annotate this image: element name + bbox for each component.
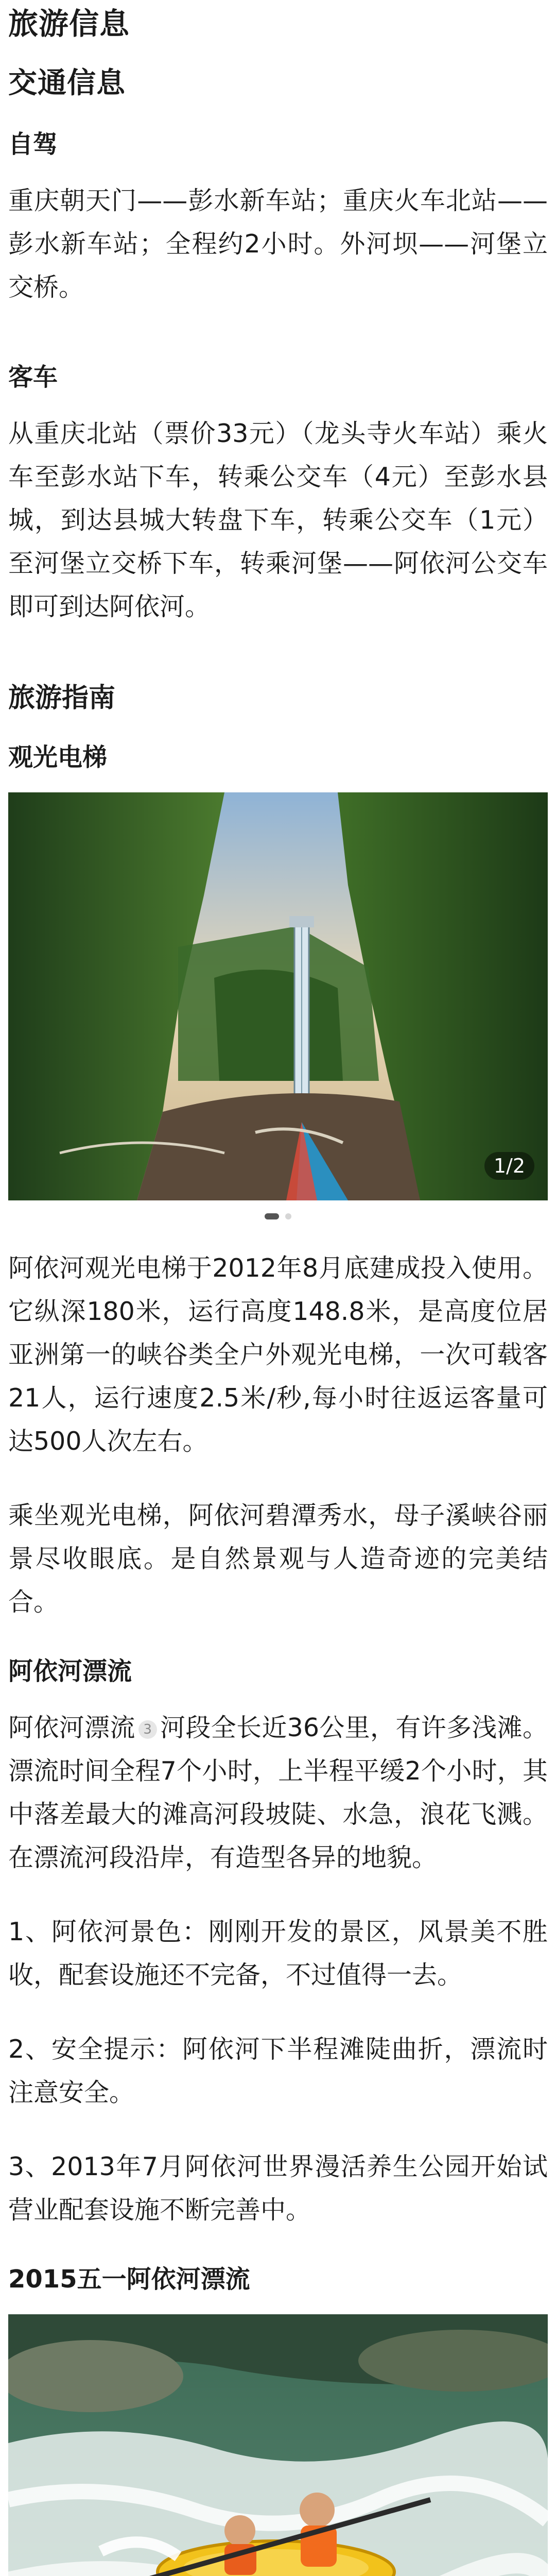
mayday-rafting-heading: 2015五一阿依河漂流 bbox=[8, 2265, 250, 2294]
bus-heading: 客车 bbox=[8, 363, 58, 392]
rafting-note-1: 1、阿依河景色：刚刚开发的景区，风景美不胜收，配套设施还不完备，不过值得一去。 bbox=[8, 1917, 548, 1990]
self-drive-heading: 自驾 bbox=[8, 130, 58, 159]
article bbox=[0, 4, 556, 2576]
rafting-intro-rest: 河段全长近36公里，有许多浅滩。漂流时间全程7个小时，上半程平缓2个小时，其中落差最大的滩高河段坡陡、水急，浪花飞溅。在漂流河段沿岸，有造型各异的地貌。 bbox=[8, 1713, 548, 1872]
transport-heading: 交通信息 bbox=[8, 66, 126, 100]
elevator-para-2: 乘坐观光电梯，阿依河碧潭秀水，母子溪峡谷丽景尽收眼底。是自然景观与人造奇迹的完美结合。 bbox=[8, 1501, 548, 1617]
elevator-para-1: 阿依河观光电梯于2012年8月底建成投入使用。它纵深180米，运行高度148.8米，是高度位居亚洲第一的峡谷类全户外观光电梯，一次可载客21人，运行速度2.5米/秒,每小时往返运客量可达500人次左右。 bbox=[8, 1253, 548, 1456]
rafting-note-3: 3、2013年7月阿依河世界漫活养生公园开始试营业配套设施不断完善中。 bbox=[8, 2152, 548, 2225]
rafting-intro bbox=[8, 1706, 548, 1879]
elevator-image-counter: 1/2 bbox=[484, 1152, 534, 1180]
elevator-photo bbox=[8, 792, 548, 1200]
elevator-heading: 观光电梯 bbox=[8, 743, 108, 772]
rafting-heading: 阿依河漂流 bbox=[8, 1657, 132, 1686]
carousel-dot-active[interactable] bbox=[265, 1213, 279, 1219]
reference-badge[interactable]: 3 bbox=[138, 1720, 157, 1739]
self-drive-text: 重庆朝天门——彭水新车站；重庆火车北站——彭水新车站；全程约2小时。外河坝——河堡立交桥。 bbox=[8, 186, 548, 302]
carousel-dot[interactable] bbox=[285, 1213, 291, 1219]
bus-text: 从重庆北站（票价33元）（龙头寺火车站）乘火车至彭水站下车，转乘公交车（4元）至彭水县城，到达县城大转盘下车，转乘公交车（1元）至河堡立交桥下车，转乘河堡——阿依河公交车即可到达阿依河。 bbox=[8, 419, 548, 621]
rafting-intro-start: 阿依河漂流 bbox=[8, 1713, 135, 1742]
travel-info-heading: 旅游信息 bbox=[8, 6, 130, 41]
guide-heading: 旅游指南 bbox=[8, 683, 116, 714]
rafting-photo bbox=[8, 2314, 548, 2576]
rafting-note-2: 2、安全提示：阿依河下半程滩陡曲折，漂流时注意安全。 bbox=[8, 2035, 548, 2107]
elevator-carousel-dots bbox=[8, 1200, 548, 1231]
elevator-carousel[interactable] bbox=[8, 792, 548, 1200]
rafting-carousel[interactable] bbox=[8, 2314, 548, 2576]
